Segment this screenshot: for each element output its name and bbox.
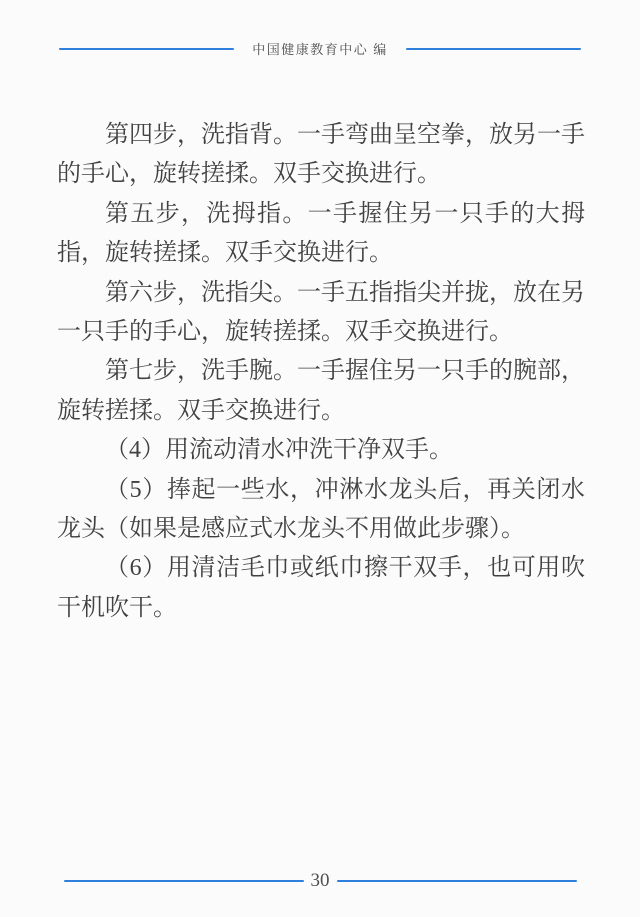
body-text xyxy=(57,116,585,628)
paragraph-step7: 第七步，洗手腕。一手握住另一只手的腕部，旋转搓揉。双手交换进行。 xyxy=(57,358,585,424)
header-rule-right xyxy=(406,48,581,50)
header-title: 中国健康教育中心 编 xyxy=(252,41,388,57)
paragraph-item5: （5）捧起一些水，冲淋水龙头后，再关闭水龙头（如果是感应式水龙头不用做此步骤）。 xyxy=(57,476,585,543)
paragraph-item4: （4）用流动清水冲洗干净双手。 xyxy=(105,437,453,464)
running-head xyxy=(0,40,640,58)
footer-rule-right xyxy=(337,880,577,882)
page-footer xyxy=(0,869,640,893)
footer-rule-left xyxy=(64,880,304,882)
paragraph-step5: 第五步，洗拇指。一手握住另一只手的大拇指，旋转搓揉。双手交换进行。 xyxy=(57,200,585,267)
page-number: 30 xyxy=(310,870,330,891)
paragraph-item6: （6）用清洁毛巾或纸巾擦干双手，也可用吹干机吹干。 xyxy=(57,555,585,621)
header-rule-left xyxy=(59,48,234,50)
paragraph-step6: 第六步，洗指尖。一手五指指尖并拢，放在另一只手的手心，旋转搓揉。双手交换进行。 xyxy=(57,279,585,346)
paragraph-step4: 第四步，洗指背。一手弯曲呈空拳，放另一手的手心，旋转搓揉。双手交换进行。 xyxy=(57,122,585,188)
